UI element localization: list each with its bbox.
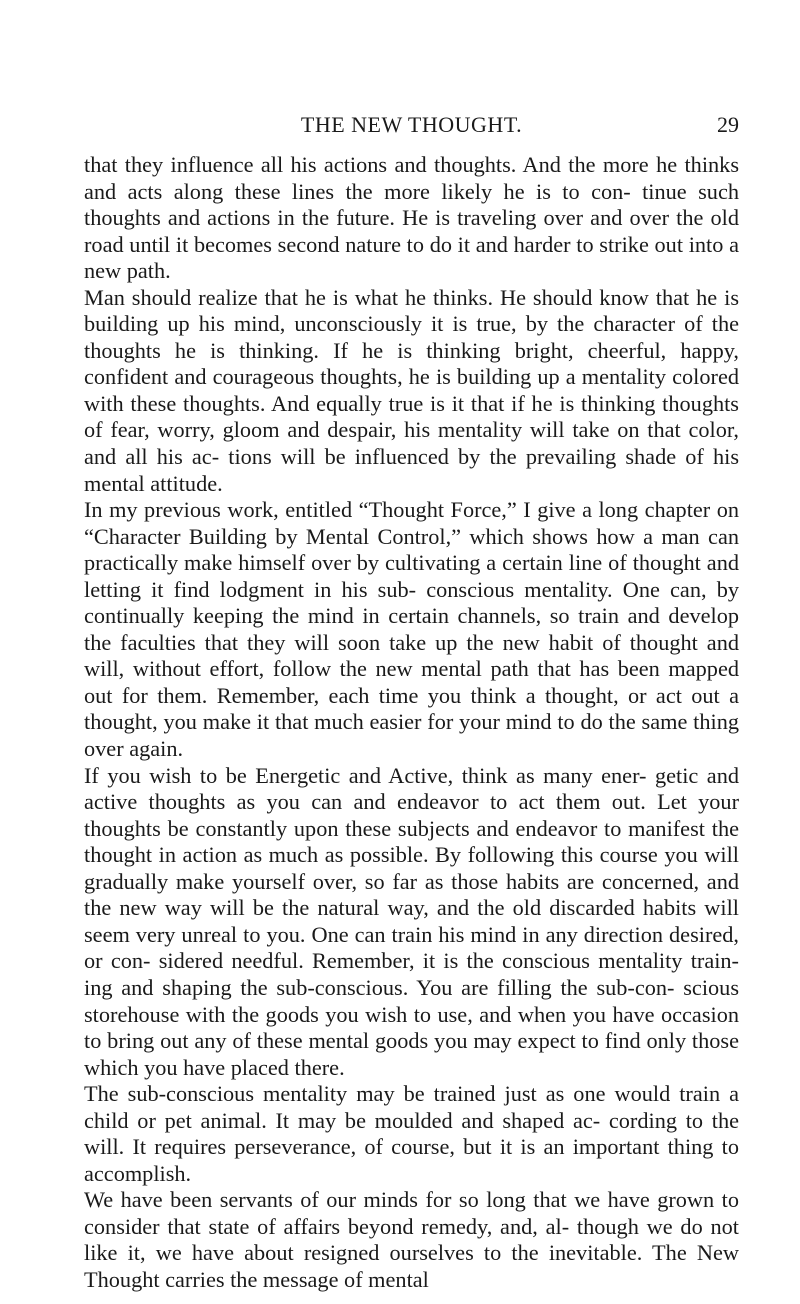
paragraph-3: In my previous work, entitled “Thought Force,” I give a long chapter on “Character Building by Mental Control,” which shows how a man can practically make himself over by cultivating a certain line of thought and letting it find lodgment in his sub- conscious mentality. One can, by continually keeping the mind in certain channels, so train and develop the faculties that they will soon take up the new habit of thought and will, without effort, follow the new mental path that has been mapped out for them. Remember, each time you think a thought, or act out a thought, you make it that much easier for your mind to do the same thing over again. xyxy=(84,497,739,762)
paragraph-4: If you wish to be Energetic and Active, think as many ener- getic and active thoughts as you can and endeavor to act them out. Let your thoughts be constantly upon these subjects and endeavor to manifest the thought in action as much as possible. By following this course you will gradually make yourself over, so far as those habits are concerned, and the new way will be the natural way, and the old discarded habits will seem very unreal to you. One can train his mind in any direction desired, or con- sidered needful. Remember, it is the conscious mentality train- ing and shaping the sub-conscious. You are filling the sub-con- scious storehouse with the goods you wish to use, and when you have occasion to bring out any of these mental goods you may expect to find only those which you have placed there. xyxy=(84,762,739,1080)
paragraph-5: The sub-conscious mentality may be trained just as one would train a child or pet animal. It may be moulded and shaped ac- cording to the will. It requires perseverance, of course, but it is an important thing to accomplish. xyxy=(84,1081,739,1186)
running-head xyxy=(84,112,739,142)
page-number: 29 xyxy=(717,112,739,137)
paragraph-1: that they influence all his actions and thoughts. And the more he thinks and acts along these lines the more likely he is to con- tinue such thoughts and actions in the future. He is traveling over and over the old road until it becomes second nature to do it and harder to strike out into a new path. xyxy=(84,152,739,284)
body-text xyxy=(84,152,739,1294)
paragraph-2: Man should realize that he is what he thinks. He should know that he is building up his mind, unconsciously it is true, by the character of the thoughts he is thinking. If he is thinking bright, cheerful, happy, confident and courageous thoughts, he is building up a mentality colored with these thoughts. And equally true is it that if he is thinking thoughts of fear, worry, gloom and despair, his mentality will take on that color, and all his ac- tions will be influenced by the prevailing shade of his mental attitude. xyxy=(84,284,739,496)
paragraph-6: We have been servants of our minds for so long that we have grown to consider that state of affairs beyond remedy, and, al- though we do not like it, we have about resigned ourselves to the inevitable. The New Thought carries the message of mental xyxy=(84,1187,739,1292)
running-title: THE NEW THOUGHT. xyxy=(300,112,523,137)
